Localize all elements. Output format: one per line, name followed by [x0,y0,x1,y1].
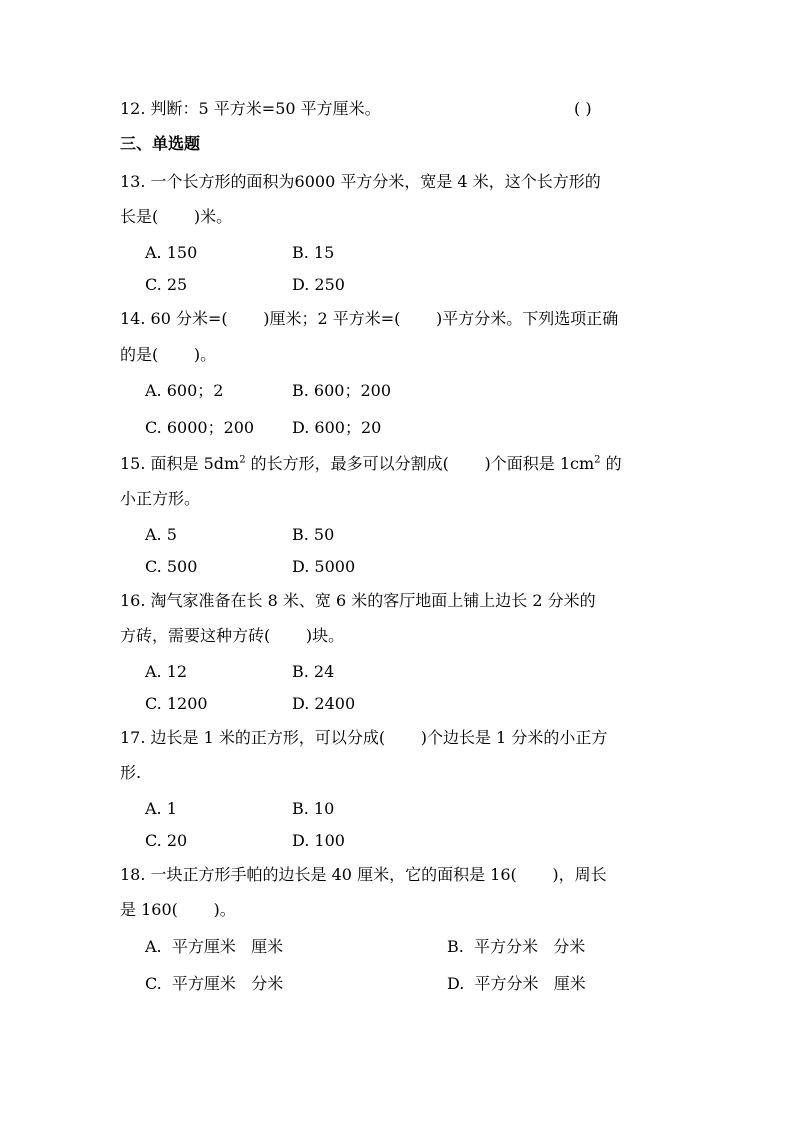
question-17-option-b: B. 10 [292,799,335,818]
question-13-option-d: D. 250 [292,275,345,294]
question-16-option-d: D. 2400 [292,694,356,713]
question-12-text: 12. 判断：5 平方米=50 平方厘米。 [120,99,381,118]
question-15-line-2: 小正方形。 [120,489,201,508]
question-18-line-2: 是 160( )。 [120,900,236,919]
question-18-line-1: 18. 一块正方形手帕的边长是 40 厘米，它的面积是 16( )，周长 [120,865,607,884]
section-heading-single-choice: 三、单选题 [120,134,201,153]
question-13-line-2: 长是( )米。 [120,207,233,226]
question-15-text-part-1: 15. 面积是 5dm [120,454,240,473]
question-17-option-c: C. 20 [145,831,188,850]
question-17-line-1: 17. 边长是 1 米的正方形，可以分成( )个边长是 1 分米的小正方 [120,728,608,747]
question-13-option-c: C. 25 [145,275,188,294]
question-16-option-c: C. 1200 [145,694,208,713]
question-14-option-b: B. 600；200 [292,381,392,400]
question-12-answer-blank: ( ) [574,99,592,118]
question-15-text-part-2: 的长方形，最多可以分割成( )个面积是 1cm [245,454,595,473]
question-16-line-1: 16. 淘气家准备在长 8 米、宽 6 米的客厅地面上铺上边长 2 分米的 [120,591,596,610]
question-15-superscript-2: 2 [594,454,601,466]
question-13-option-b: B. 15 [292,243,335,262]
question-17-line-2: 形. [120,763,142,782]
question-18-option-c: C. 平方厘米 分米 [145,974,284,993]
question-15-superscript-1: 2 [239,454,246,466]
question-14-line-1: 14. 60 分米=( )厘米；2 平方米=( )平方分米。下列选项正确 [120,309,619,328]
question-18-option-a: A. 平方厘米 厘米 [145,937,284,956]
question-16-option-a: A. 12 [145,662,188,681]
question-15-option-b: B. 50 [292,525,335,544]
question-15-option-c: C. 500 [145,557,198,576]
question-13-line-1: 13. 一个长方形的面积为6000 平方分米，宽是 4 米，这个长方形的 [120,172,601,191]
question-17-option-d: D. 100 [292,831,345,850]
question-18-option-b: B. 平方分米 分米 [447,937,586,956]
question-14-option-d: D. 600；20 [292,418,382,437]
question-14-line-2: 的是( )。 [120,345,217,364]
question-13-option-a: A. 150 [145,243,198,262]
question-15-text-part-3: 的 [600,454,622,473]
question-15-line-1 [120,453,622,475]
question-16-line-2: 方砖，需要这种方砖( )块。 [120,626,345,645]
question-15-option-d: D. 5000 [292,557,356,576]
question-14-option-a: A. 600；2 [145,381,224,400]
question-18-option-d: D. 平方分米 厘米 [447,974,586,993]
question-15-option-a: A. 5 [145,525,177,544]
question-14-option-c: C. 6000；200 [145,418,255,437]
question-17-option-a: A. 1 [145,799,177,818]
question-16-option-b: B. 24 [292,662,335,681]
